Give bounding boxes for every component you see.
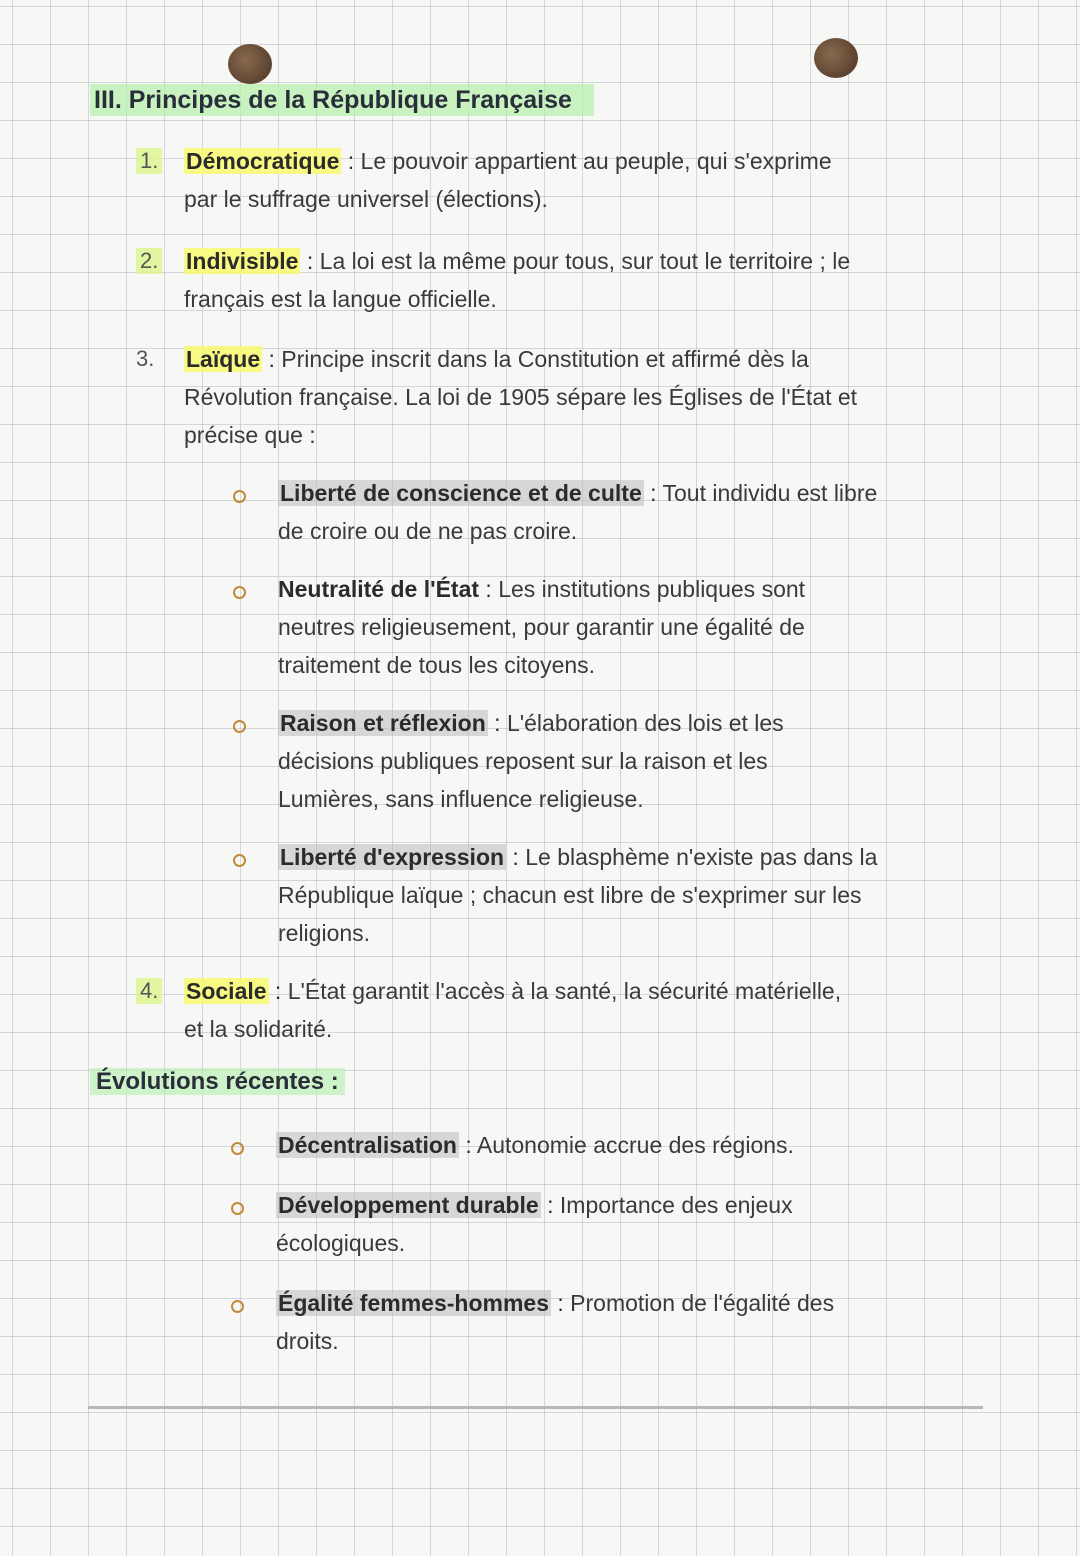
evolutions-title: Évolutions récentes :: [90, 1068, 345, 1096]
evolution-item-developpement: Développement durable : Importance des enjeux écologiques.: [276, 1192, 793, 1256]
evolution-item-decentralisation: Décentralisation : Autonomie accrue des régions.: [278, 1132, 794, 1158]
binder-hole-right: [814, 38, 858, 78]
bullet-circle-icon: [233, 586, 246, 599]
evolution-item-egalite: Égalité femmes-hommes : Promotion de l'égalité des droits.: [276, 1290, 835, 1354]
bottom-rule-line: [88, 1406, 983, 1409]
principle-item-indivisible: Indivisible : La loi est la même pour tous, sur tout le territoire ; le français est la langue officielle.: [184, 248, 851, 312]
principle-item-sociale: Sociale : L'État garantit l'accès à la santé, la sécurité matérielle, et la solidarité.: [184, 978, 842, 1042]
principle-item-democratique: Démocratique : Le pouvoir appartient au peuple, qui s'exprime par le suffrage universel (élections).: [184, 148, 832, 212]
binder-hole-left: [228, 44, 272, 84]
laicite-point-expression: Liberté d'expression : Le blasphème n'existe pas dans la République laïque ; chacun est libre de s'exprimer sur les religions.: [278, 844, 878, 946]
bullet-circle-icon: [233, 720, 246, 733]
bullet-circle-icon: [231, 1142, 244, 1155]
bullet-circle-icon: [233, 854, 246, 867]
principle-number: 1.: [136, 148, 162, 174]
principle-number: 3.: [136, 346, 155, 371]
principle-item-laique: Laïque : Principe inscrit dans la Constitution et affirmé dès la Révolution française. La loi de 1905 sépare les Églises de l'État et précise que :: [184, 346, 858, 448]
bullet-circle-icon: [231, 1300, 244, 1313]
principle-number: 4.: [136, 978, 162, 1004]
bullet-circle-icon: [231, 1202, 244, 1215]
laicite-point-conscience: Liberté de conscience et de culte : Tout individu est libre de croire ou de ne pas croire.: [278, 480, 878, 544]
principle-number: 2.: [136, 248, 162, 274]
laicite-point-neutralite: Neutralité de l'État : Les institutions publiques sont neutres religieusement, pour garantir une égalité de traitement de tous les citoyens.: [278, 576, 806, 678]
laicite-point-raison: Raison et réflexion : L'élaboration des lois et les décisions publiques reposent sur la raison et les Lumières, sans influence religieuse.: [278, 710, 784, 812]
section-title: III. Principes de la République Française: [90, 86, 594, 115]
bullet-circle-icon: [233, 490, 246, 503]
